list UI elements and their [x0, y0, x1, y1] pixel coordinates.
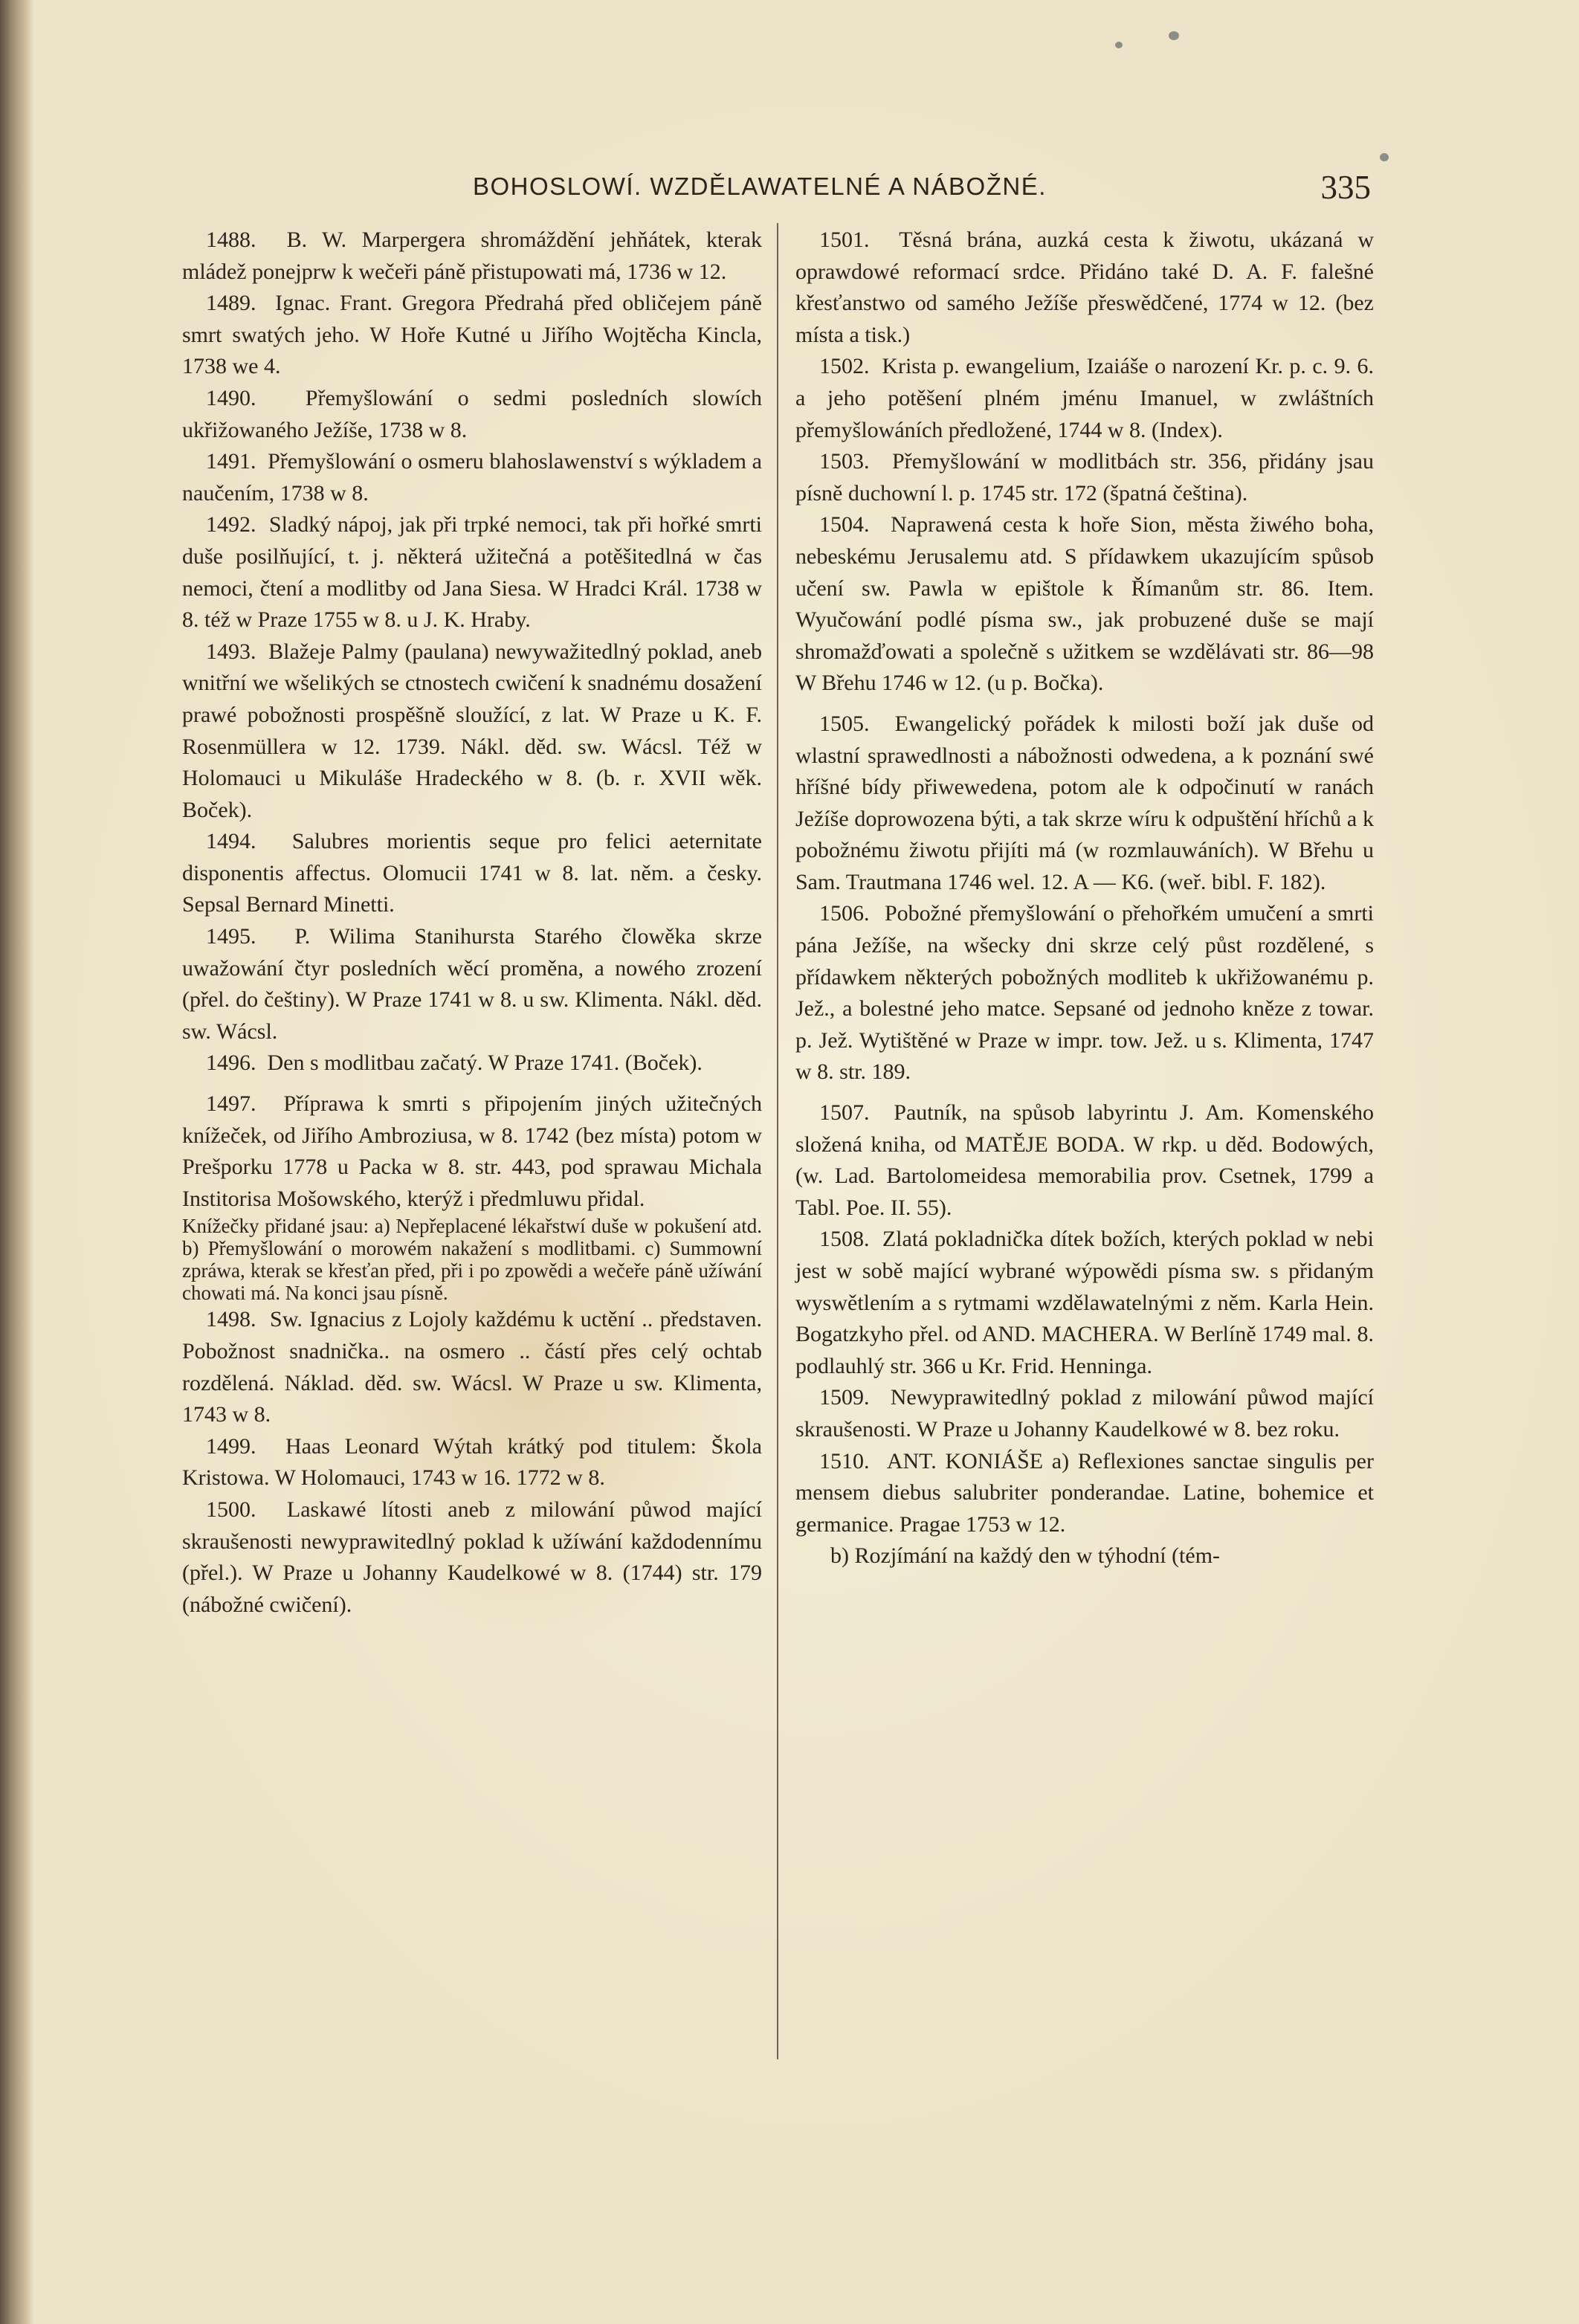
catalog-entry — [182, 921, 762, 1048]
entry-number: 1503. — [819, 449, 870, 474]
entry-text: Zlatá pokladnička dítek božích, kterých poklad w nebi jest w sobě mající wybrané wýpowědi písma sw. s přidaným wyswětlením a s rytmami wzdělawatelnými z něm. Karla Hein. Bogatzkyho přel. od AND. MACHERA. W Berlíně 1749 mal. 8. podlauhlý str. 366 u Kr. Frid. Henninga. — [795, 1227, 1374, 1378]
entry-number: 1508. — [819, 1227, 870, 1252]
catalog-entry — [182, 636, 762, 827]
entry-text: Ewangelický pořádek k milosti boží jak duše od wlastní sprawedlnosti a nábožnosti odwedena, a k poznání swé hříšné bídy přiwewedena, potom ale k odpočinutí w ranách Ježíše doprowozena býti, a tak skrze wíru k odpuštění hříchů a k pobožnému žiwotu přijíti má (w rozmlauwáních). W Břehu u Sam. Trautmana 1746 wel. 12. A — K6. (weř. bibl. F. 182). — [795, 711, 1374, 894]
note-text: Knížečky přidané jsau: a) Nepřeplacené lékařstwí duše w pokušení atd. b) Přemyšlowání o morowém nakažení s modlitbami. c) Summowní zpráwa, kterak se křesťan před, při i po zpowědi a wečeře páně užíwání chowati má. Na konci jsau písně. — [182, 1215, 762, 1305]
entry-number: 1488. — [206, 227, 256, 252]
catalog-entry — [182, 288, 762, 383]
catalog-entry — [795, 1224, 1374, 1382]
entry-number: 1491. — [206, 449, 256, 474]
entry-text: ANT. KONIÁŠE a) Reflexiones sanctae singulis per mensem diebus salubriter ponderandae. Latine, bohemice et germanice. Pragae 1753 w 12. — [795, 1448, 1374, 1537]
running-title: BOHOSLOWÍ. WZDĚLAWATELNÉ A NÁBOŽNÉ. — [473, 172, 1047, 200]
entry-number: 1504. — [819, 512, 870, 538]
catalog-entry — [795, 898, 1374, 1088]
entry-number: 1510. — [819, 1448, 870, 1474]
entry-text: Naprawená cesta k hoře Sion, města žiwého boha, nebeskému Jerusalemu atd. S přídawkem ukazujícím spůsob učení sw. Pawla w epištole k Římanům str. 86. Item. Wyučowání podlé písma sw., jak probuzené duše se mají shromažďowati a společně s užitkem se wzdělávati str. 86—98 W Břehu 1746 w 12. (u p. Bočka). — [795, 512, 1374, 696]
entry-text: Blažeje Palmy (paulana) newywažitedlný poklad, aneb wnitřní we wšelikých se ctnostech cwičení k snadnému dosažení prawé pobožnosti prospěšně sloužící, z lat. W Praze u K. F. Rosenmüllera w 12. 1739. Nákl. děd. sw. Wácsl. Též w Holomauci u Mikuláše Hradeckého w 8. (b. r. XVII wěk. Boček). — [182, 639, 762, 822]
entry-text: B. W. Marpergera shromáždění jehňátek, kterak mládež ponejprw k wečeři páně přistupowati má, 1736 w 12. — [182, 227, 763, 284]
entry-number: 1500. — [206, 1497, 256, 1522]
entry-text: Sladký nápoj, jak při trpké nemoci, tak při hořké smrti duše posilňující, t. j. některá užitečná a potěšitedlná w čas nemoci, čtení a modlitby od Jana Siesa. W Hradci Král. 1738 w 8. též w Praze 1755 w 8. u J. K. Hraby. — [182, 512, 762, 633]
entry-text: Přemyšlowání o sedmi posledních slowích ukřižowaného Ježíše, 1738 w 8. — [182, 385, 762, 442]
entry-text: Salubres morientis seque pro felici aeternitate disponentis affectus. Olomucii 1741 w 8. lat. něm. a česky. Sepsal Bernard Minetti. — [182, 829, 762, 917]
entry-text: Pobožné přemyšlowání o přehořkém umučení a smrti pána Ježíše, na wšecky dni skrze celý půst rozdělené, s přídawkem některých pobožných modliteb k ukřižowanému p. Jež., a bolestné jeho matce. Sepsané od jednoho kněze z towar. p. Jež. Wytištěné w Praze w impr. tow. Jež. u s. Klimenta, 1747 w 8. str. 189. — [795, 901, 1375, 1085]
entry-number: 1490. — [206, 385, 256, 410]
catalog-entry — [795, 1446, 1374, 1541]
entry-text: Ignac. Frant. Gregora Předrahá před obličejem páně smrt swatých jeho. W Hoře Kutné u Jiřího Wojtěcha Kincla, 1738 we 4. — [182, 291, 762, 379]
entry-text: P. Wilima Stanihursta Starého člowěka skrze uwažowání čtyr posledních wěcí proměna, a nowého zrození (přel. do češtiny). W Praze 1741 w 8. u sw. Klimenta. Nákl. děd. sw. Wácsl. — [182, 924, 762, 1044]
entry-text: Haas Leonard Wýtah krátký pod titulem: Škola Kristowa. W Holomauci, 1743 w 16. 1772 w 8. — [182, 1433, 762, 1491]
ink-spot — [1169, 31, 1179, 40]
entry-number: 1497. — [206, 1091, 256, 1117]
entry-number: 1498. — [206, 1307, 256, 1332]
catalog-entry — [795, 709, 1374, 899]
entry-number: 1509. — [819, 1385, 870, 1410]
entry-number: 1506. — [819, 901, 870, 926]
catalog-entry — [182, 383, 762, 446]
entry-number: 1492. — [206, 512, 256, 538]
catalog-entry — [182, 826, 762, 921]
right-column — [795, 225, 1374, 1572]
page-header — [473, 169, 1371, 217]
entry-text: Laskawé lítosti aneb z milowání půwod mající skraušenosti newyprawitedlný poklad k užíwání každodennímu (přel.). W Praze u Johanny Kaudelkowé w 8. (1744) str. 179 (nábožné cwičení). — [182, 1497, 762, 1617]
entry-text: Příprawa k smrti s připojením jiných užitečných knížeček, od Jiřího Ambroziusa, w 8. 1742 (bez místa) potom w Prešporku 1778 u Packa w 8. str. 443, pod sprawau Michala Institorisa Mošowského, kterýž i předmluwu přidal. — [182, 1091, 763, 1211]
catalog-entry — [182, 1048, 762, 1079]
entry-text: Pautník, na spůsob labyrintu J. Am. Komenského složená kniha, od MATĚJE BODA. W rkp. u děd. Bodowých, (w. Lad. Bartolomeidesa memorabilia prov. Csetnek, 1799 a Tabl. Poe. II. 55). — [795, 1100, 1374, 1220]
book-gutter-shadow — [0, 0, 34, 2324]
catalog-entry — [182, 446, 762, 509]
ink-spot — [1115, 42, 1123, 48]
entry-text: b) Rozjímání na každý den w týhodní (tém- — [830, 1543, 1221, 1569]
entry-text: Těsná brána, auzká cesta k žiwotu, ukázaná w oprawdowé reformací srdce. Přidáno také D. A. F. falešné křesťanstwo od samého Ježíše přeswědčené, 1774 w 12. (bez místa a tisk.) — [795, 227, 1375, 347]
catalog-entry — [795, 351, 1374, 446]
catalog-entry — [795, 225, 1374, 351]
catalog-entry — [182, 225, 762, 288]
entry-text: Den s modlitbau začatý. W Praze 1741. (Boček). — [267, 1050, 703, 1076]
catalog-entry — [182, 1088, 762, 1215]
catalog-entry — [795, 1097, 1374, 1224]
catalog-entry — [795, 446, 1374, 509]
entry-number: 1495. — [206, 924, 256, 949]
catalog-entry — [182, 1304, 762, 1430]
page-number: 335 — [1320, 169, 1371, 206]
entry-text: Krista p. ewangelium, Izaiáše o narození Kr. p. c. 9. 6. a jeho potěšení plném jménu Imanuel, w zwláštních přemyšlowáních předložené, 1744 w 8. (Index). — [795, 354, 1375, 442]
entry-number: 1501. — [819, 227, 870, 252]
catalog-entry — [182, 509, 762, 636]
left-column — [182, 225, 762, 1621]
entry-number: 1494. — [206, 829, 256, 854]
entry-number: 1499. — [206, 1433, 256, 1459]
entry-number: 1496. — [206, 1050, 256, 1076]
column-divider — [777, 223, 778, 2059]
ink-spot — [1380, 153, 1389, 161]
entry-number: 1507. — [819, 1100, 870, 1126]
catalog-entry — [182, 1494, 762, 1621]
entry-number: 1493. — [206, 639, 256, 664]
catalog-entry — [795, 1382, 1374, 1445]
entry-text: Přemyšlowání w modlitbách str. 356, přidány jsau písně duchowní l. p. 1745 str. 172 (špatná čeština). — [795, 449, 1374, 506]
entry-number: 1505. — [819, 711, 870, 736]
entry-number: 1502. — [819, 354, 870, 379]
catalog-entry — [182, 1431, 762, 1494]
entry-text: Sw. Ignacius z Lojoly každému k uctění .. představen. Pobožnost snadnička.. na osmero .. částí přes celý ochtab rozdělená. Náklad. děd. sw. Wácsl. W Praze u sw. Klimenta, 1743 w 8. — [182, 1307, 763, 1427]
catalog-entry — [795, 1540, 1374, 1572]
entry-text: Přemyšlowání o osmeru blahoslawenství s wýkladem a naučením, 1738 w 8. — [182, 449, 762, 506]
catalog-entry — [795, 509, 1374, 700]
footnote-paragraph — [182, 1215, 762, 1304]
entry-number: 1489. — [206, 291, 256, 316]
entry-text: Newyprawitedlný poklad z milowání půwod mající skraušenosti. W Praze u Johanny Kaudelkowé w 8. bez roku. — [795, 1385, 1375, 1442]
